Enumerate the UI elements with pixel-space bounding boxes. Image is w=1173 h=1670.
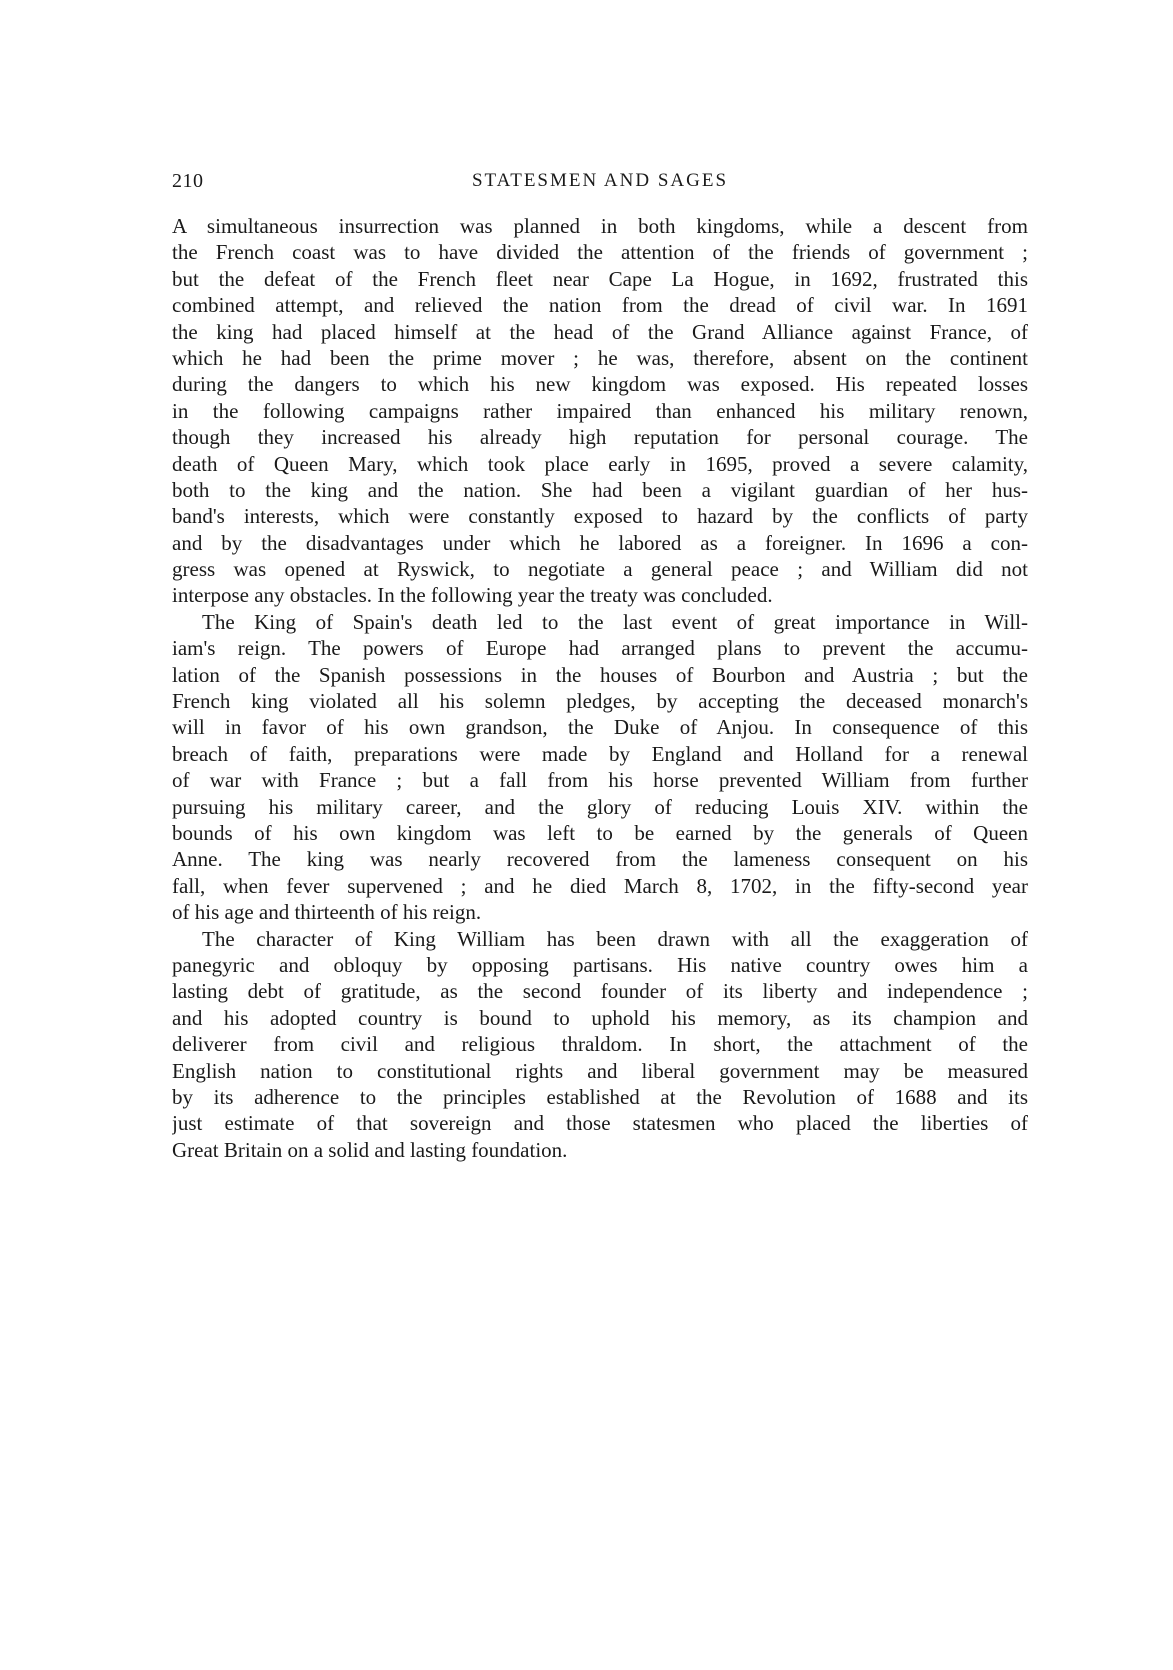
text-line: and his adopted country is bound to uphold his memory, as its champion and — [172, 1005, 1028, 1030]
text-line: during the dangers to which his new kingdom was exposed. His repeated losses — [172, 372, 1028, 397]
text-line: but the defeat of the French fleet near Cape La Hogue, in 1692, frustrated this — [172, 266, 1028, 291]
text-line: pursuing his military career, and the glory of reducing Louis XIV. within the — [172, 794, 1028, 819]
text-line: The King of Spain's death led to the last event of great importance in Will- — [202, 609, 1028, 634]
text-line: both to the king and the nation. She had been a vigilant guardian of her hus- — [172, 477, 1028, 502]
paragraph — [172, 926, 1028, 1164]
text-line: lation of the Spanish possessions in the houses of Bourbon and Austria ; but the — [172, 662, 1028, 687]
text-line: breach of faith, preparations were made by England and Holland for a renewal — [172, 741, 1028, 766]
text-line: lasting debt of gratitude, as the second founder of its liberty and independence ; — [172, 979, 1028, 1004]
text-line: panegyric and obloquy by opposing partisans. His native country owes him a — [172, 952, 1028, 977]
text-line: the king had placed himself at the head of the Grand Alliance against France, of — [172, 319, 1028, 344]
body-text — [172, 213, 1028, 1163]
running-title: STATESMEN AND SAGES — [471, 170, 729, 191]
text-line: will in favor of his own grandson, the Duke of Anjou. In consequence of this — [172, 715, 1028, 740]
text-line: deliverer from civil and religious thraldom. In short, the attachment of the — [172, 1032, 1028, 1057]
paragraph — [172, 213, 1028, 609]
text-line: Anne. The king was nearly recovered from the lameness consequent on his — [172, 847, 1028, 872]
text-line: fall, when fever supervened ; and he died March 8, 1702, in the fifty-second year — [172, 873, 1028, 898]
text-line: just estimate of that sovereign and those statesmen who placed the liberties of — [172, 1111, 1028, 1136]
text-line: French king violated all his solemn pledges, by accepting the deceased monarch's — [172, 689, 1028, 714]
paragraph-container — [172, 213, 1028, 1163]
page-number: 210 — [172, 170, 204, 192]
text-line: of war with France ; but a fall from his horse prevented William from further — [172, 768, 1028, 793]
text-line: by its adherence to the principles established at the Revolution of 1688 and its — [172, 1084, 1028, 1109]
text-line: English nation to constitutional rights and liberal government may be measured — [172, 1058, 1028, 1083]
text-line: A simultaneous insurrection was planned in both kingdoms, while a descent from — [172, 214, 1028, 238]
text-line: though they increased his already high reputation for personal courage. The — [172, 425, 1028, 450]
text-line: band's interests, which were constantly exposed to hazard by the conflicts of party — [172, 504, 1028, 529]
text-line: interpose any obstacles. In the following year the treaty was concluded. — [172, 583, 773, 608]
text-line: in the following campaigns rather impaired than enhanced his military renown, — [172, 398, 1028, 423]
text-line: combined attempt, and relieved the nation from the dread of civil war. In 1691 — [172, 293, 1028, 318]
text-line: bounds of his own kingdom was left to be earned by the generals of Queen — [172, 820, 1028, 845]
paragraph — [172, 609, 1028, 926]
text-line: the French coast was to have divided the attention of the friends of government ; — [172, 240, 1028, 265]
text-line: death of Queen Mary, which took place early in 1695, proved a severe calamity, — [172, 451, 1028, 476]
text-line: of his age and thirteenth of his reign. — [172, 900, 482, 925]
text-line: and by the disadvantages under which he labored as a foreigner. In 1696 a con- — [172, 530, 1028, 555]
text-line: Great Britain on a solid and lasting foundation. — [172, 1137, 568, 1162]
text-line: gress was opened at Ryswick, to negotiate a general peace ; and William did not — [172, 557, 1028, 582]
text-line: which he had been the prime mover ; he was, therefore, absent on the continent — [172, 345, 1028, 370]
text-line: iam's reign. The powers of Europe had arranged plans to prevent the accumu- — [172, 636, 1028, 661]
running-head — [172, 170, 1028, 200]
text-line: The character of King William has been drawn with all the exaggeration of — [202, 926, 1028, 951]
